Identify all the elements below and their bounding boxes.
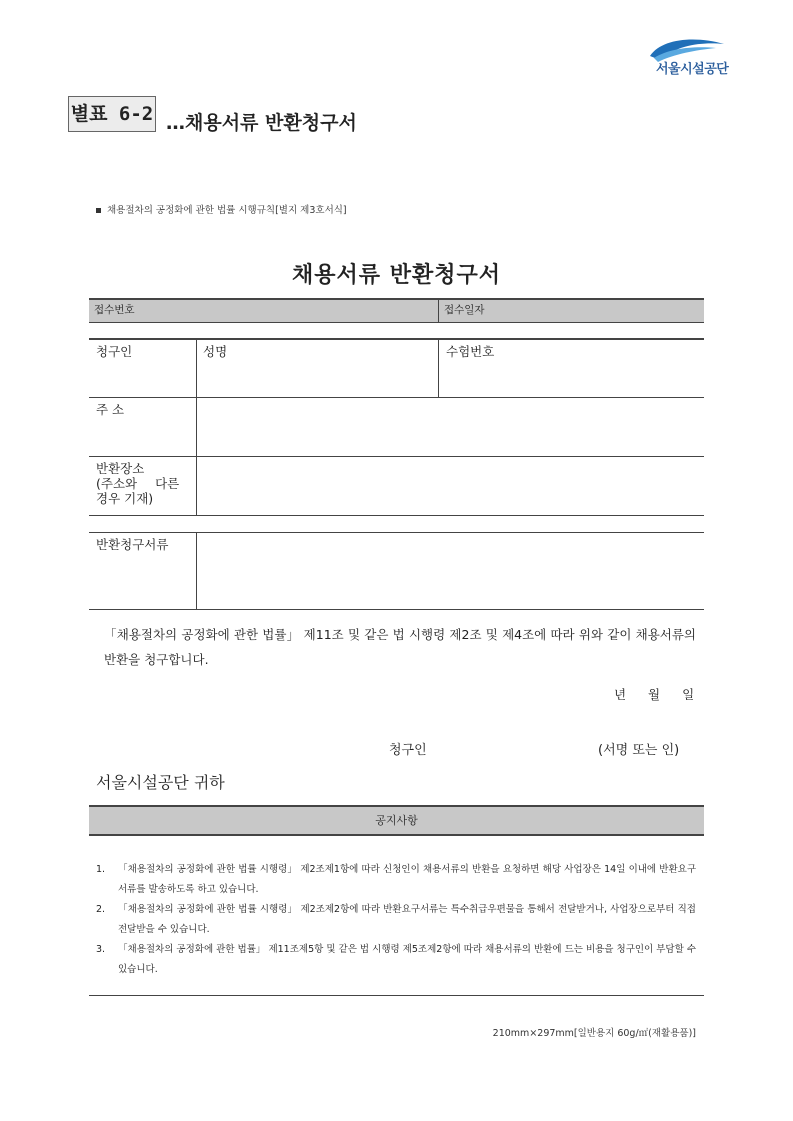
return-place-label: 반환장소 bbox=[96, 461, 145, 476]
appendix-title: …채용서류 반환청구서 bbox=[166, 112, 357, 134]
return-place-note: (주소와 다른 bbox=[96, 476, 180, 491]
divider bbox=[89, 995, 704, 996]
addressee: 서울시설공단 귀하 bbox=[96, 773, 225, 792]
organization-logo bbox=[644, 34, 734, 80]
list-item bbox=[96, 940, 696, 980]
notice-number: 3. bbox=[96, 944, 106, 955]
divider bbox=[89, 515, 704, 516]
return-place-note: 경우 기재) bbox=[96, 491, 154, 506]
divider bbox=[438, 339, 439, 397]
notice-number: 2. bbox=[96, 904, 106, 915]
divider bbox=[89, 456, 704, 457]
notice-text: 「채용절차의 공정화에 관한 법률 시행령」 제2조제1항에 따라 신청인이 채용서류의 반환을 요청하면 해당 사업장은 14일 이내에 반환요구서류를 발송하도록 하고 있습니다. bbox=[118, 864, 696, 895]
notice-list bbox=[96, 860, 696, 980]
notice-header: 공지사항 bbox=[89, 805, 704, 836]
documents-label: 반환청구서류 bbox=[96, 537, 169, 552]
receipt-date-label: 접수일자 bbox=[444, 304, 485, 316]
legal-basis-text: 채용절차의 공정화에 관한 법률 시행규칙[별지 제3호서식] bbox=[107, 205, 347, 216]
divider bbox=[89, 532, 704, 533]
appendix-tag: 별표 6-2 bbox=[68, 96, 156, 132]
divider bbox=[89, 338, 704, 340]
legal-basis bbox=[96, 202, 347, 216]
logo-text: 서울시설공단 bbox=[656, 62, 729, 77]
applicant-label: 청구인 bbox=[96, 344, 133, 359]
name-label: 성명 bbox=[203, 344, 228, 359]
divider bbox=[196, 533, 197, 609]
receipt-row bbox=[89, 298, 704, 323]
list-item bbox=[96, 860, 696, 900]
notice-text: 「채용절차의 공정화에 관한 법률」 제11조제5항 및 같은 법 시행령 제5조제2항에 따라 채용서류의 반환에 드는 비용을 청구인이 부담할 수 있습니다. bbox=[118, 944, 696, 975]
list-item bbox=[96, 900, 696, 940]
date-line: 년 월 일 bbox=[614, 687, 695, 702]
divider bbox=[89, 397, 704, 398]
declaration-text: 「채용절차의 공정화에 관한 법률」 제11조 및 같은 법 시행령 제2조 및 제4조에 따라 위와 같이 채용서류의 반환을 청구합니다. bbox=[104, 627, 696, 667]
address-label: 주 소 bbox=[96, 402, 125, 417]
divider bbox=[196, 339, 197, 515]
form-title: 채용서류 반환청구서 bbox=[292, 263, 501, 288]
bullet-square-icon bbox=[96, 208, 101, 213]
divider bbox=[89, 609, 704, 610]
notice-number: 1. bbox=[96, 864, 106, 875]
paper-spec: 210mm×297mm[일반용지 60g/㎡(재활용품)] bbox=[492, 1028, 696, 1039]
signature-label: 청구인 bbox=[389, 743, 427, 758]
divider bbox=[438, 300, 439, 323]
exam-number-label: 수험번호 bbox=[446, 344, 495, 359]
receipt-number-label: 접수번호 bbox=[94, 304, 135, 316]
signature-mark: (서명 또는 인) bbox=[598, 743, 680, 758]
notice-text: 「채용절차의 공정화에 관한 법률 시행령」 제2조제2항에 따라 반환요구서류는 특수취급우편물을 통해서 전달받거나, 사업장으로부터 직접 전달받을 수 있습니다. bbox=[118, 904, 696, 935]
